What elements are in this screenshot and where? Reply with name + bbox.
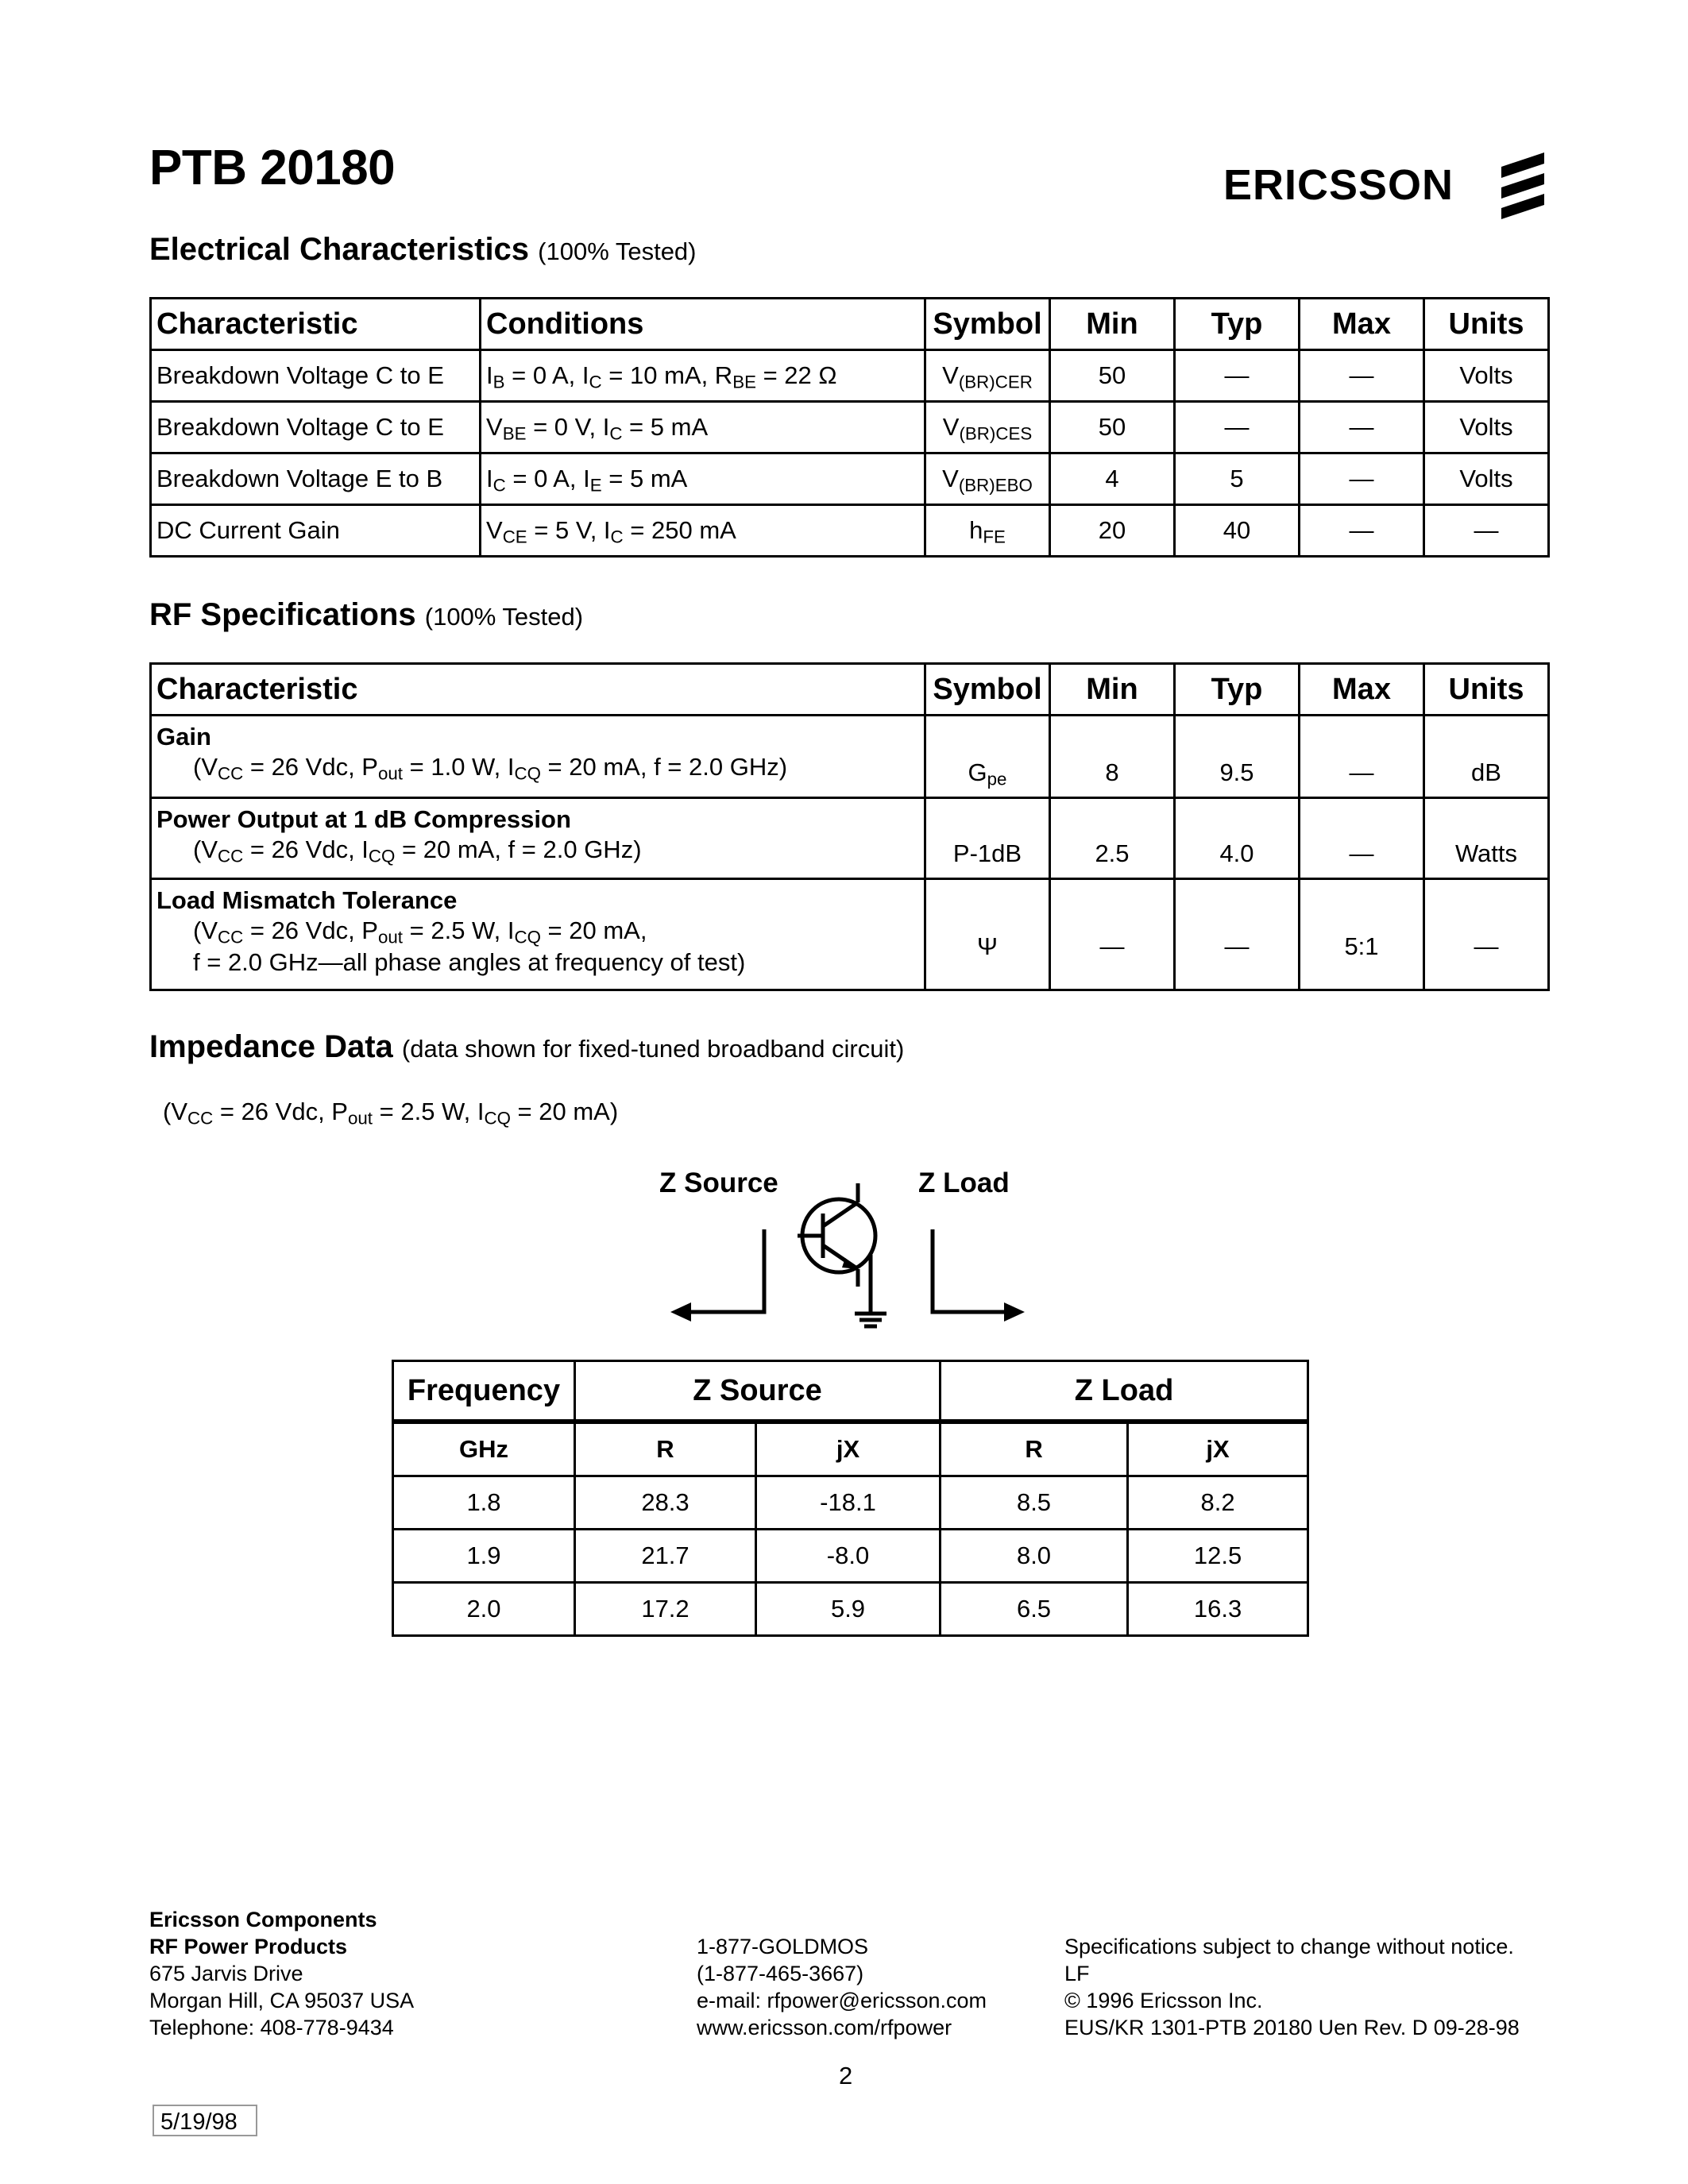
city-address: Morgan Hill, CA 95037 USA [149, 1989, 415, 2012]
max-cell: 5:1 [1300, 879, 1424, 990]
document-number: EUS/KR 1301-PTB 20180 Uen Rev. D 09-28-98 [1064, 2016, 1520, 2039]
z-source-label: Z Source [659, 1167, 778, 1198]
typ-cell: 5 [1175, 453, 1300, 505]
street-address: 675 Jarvis Drive [149, 1962, 303, 1985]
impedance-conditions: ($V_{CC} = 26$ Vdc, $P_{out} = 2.5$ W, $I_{CQ} = 20$ mA) [163, 1098, 619, 1129]
characteristic-cell: DC Current Gain [151, 505, 481, 557]
column-header: Typ [1175, 299, 1300, 350]
conditions-cell: $V_{CE} = 5$ V, $I_C = 250$ mA [481, 505, 925, 557]
impedance-section-title: Impedance Data (data shown for fixed-tuned broadband circuit) [149, 1029, 905, 1064]
column-subheader: jX [756, 1422, 941, 1476]
table-cell: 8.0 [941, 1530, 1128, 1583]
characteristic-cell [151, 798, 925, 879]
division-name: RF Power Products [149, 1935, 348, 1958]
units-cell: Volts [1424, 453, 1549, 505]
symbol-cell: $V_{(BR)CES}$ [925, 402, 1050, 453]
table-row [393, 1583, 1308, 1636]
impedance-table [392, 1360, 1309, 1637]
table-cell: 12.5 [1128, 1530, 1308, 1583]
characteristic-condition: ($V_{CC} = 26$ Vdc, $P_{out} = 2.5$ W, $I_{CQ} = 20$ mA, f = 2.0 GHz—all phase angles at frequency of test) [193, 916, 746, 976]
column-header: Characteristic [151, 299, 481, 350]
table-row [151, 505, 1549, 557]
table-cell: 1.8 [393, 1476, 575, 1530]
table-cell: 5.9 [756, 1583, 941, 1636]
table-row [393, 1476, 1308, 1530]
symbol-cell: Ψ [925, 879, 1050, 990]
table-header-row [151, 299, 1549, 350]
table-cell: 17.2 [575, 1583, 756, 1636]
table-row [151, 350, 1549, 402]
table-cell: 8.5 [941, 1476, 1128, 1530]
code-lf: LF [1064, 1962, 1090, 1985]
rf-specifications-table [149, 662, 1550, 991]
column-subheader: R [941, 1422, 1128, 1476]
typ-cell: 4.0 [1175, 798, 1300, 879]
footer-company-address [149, 1906, 414, 2041]
column-header: Z Load [941, 1361, 1308, 1422]
table-row [393, 1530, 1308, 1583]
table-row [151, 716, 1549, 798]
characteristic-cell: Breakdown Voltage E to B [151, 453, 481, 505]
document-title: PTB 20180 [149, 141, 396, 195]
z-load-label: Z Load [918, 1167, 1010, 1198]
characteristic-name: Load Mismatch Tolerance [156, 886, 458, 914]
disclaimer: Specifications subject to change without notice. [1064, 1935, 1514, 1958]
characteristic-cell [151, 879, 925, 990]
units-cell: Volts [1424, 350, 1549, 402]
min-cell: 2.5 [1050, 798, 1175, 879]
table-row [151, 453, 1549, 505]
column-header: Symbol [925, 664, 1050, 716]
table-row [151, 798, 1549, 879]
column-header: Characteristic [151, 664, 925, 716]
characteristic-cell [151, 716, 925, 798]
telephone: Telephone: 408-778-9434 [149, 2016, 394, 2039]
transistor-symbol-icon [659, 1167, 1041, 1342]
max-cell: — [1300, 505, 1424, 557]
column-header: Max [1300, 299, 1424, 350]
characteristic-condition: ($V_{CC} = 26$ Vdc, $I_{CQ} = 20$ mA, f = 2.0 GHz) [193, 835, 642, 866]
min-cell: 20 [1050, 505, 1175, 557]
table-cell: 16.3 [1128, 1583, 1308, 1636]
rf-section-title: RF Specifications (100% Tested) [149, 597, 584, 632]
column-subheader: jX [1128, 1422, 1308, 1476]
typ-cell: — [1175, 402, 1300, 453]
max-cell: — [1300, 453, 1424, 505]
table-cell: -18.1 [756, 1476, 941, 1530]
units-cell: — [1424, 505, 1549, 557]
table-cell: -8.0 [756, 1530, 941, 1583]
min-cell: 50 [1050, 402, 1175, 453]
characteristic-name: Power Output at 1 dB Compression [156, 805, 571, 833]
website: www.ericsson.com/rfpower [697, 2016, 952, 2039]
symbol-cell: P-1dB [925, 798, 1050, 879]
phone-number: (1-877-465-3667) [697, 1962, 864, 1985]
typ-cell: 9.5 [1175, 716, 1300, 798]
ericsson-logo [1223, 149, 1554, 221]
conditions-cell: $I_C = 0$ A, $I_E = 5$ mA [481, 453, 925, 505]
column-header: Min [1050, 664, 1175, 716]
symbol-cell: $V_{(BR)EBO}$ [925, 453, 1050, 505]
units-cell: Watts [1424, 798, 1549, 879]
column-subheader: GHz [393, 1422, 575, 1476]
symbol-cell: $h_{FE}$ [925, 505, 1050, 557]
max-cell: — [1300, 402, 1424, 453]
table-cell: 2.0 [393, 1583, 575, 1636]
conditions-cell: $V_{BE} = 0$ V, $I_C = 5$ mA [481, 402, 925, 453]
symbol-cell: $V_{(BR)CER}$ [925, 350, 1050, 402]
units-cell: — [1424, 879, 1549, 990]
min-cell: 4 [1050, 453, 1175, 505]
units-cell: dB [1424, 716, 1549, 798]
conditions-cell: $I_B = 0$ A, $I_C = 10$ mA, $R_{BE} = 22$ Ω [481, 350, 925, 402]
table-cell: 6.5 [941, 1583, 1128, 1636]
column-header: Conditions [481, 299, 925, 350]
characteristic-cell: Breakdown Voltage C to E [151, 402, 481, 453]
column-header: Units [1424, 299, 1549, 350]
table-cell: 1.9 [393, 1530, 575, 1583]
table-header-row [151, 664, 1549, 716]
footer-contact [697, 1933, 987, 2041]
footer-legal [1064, 1933, 1520, 2041]
column-subheader: R [575, 1422, 756, 1476]
max-cell: — [1300, 798, 1424, 879]
page-number: 2 [839, 2062, 853, 2089]
phone-mnemonic: 1-877-GOLDMOS [697, 1935, 869, 1958]
column-header: Z Source [575, 1361, 941, 1422]
column-header: Typ [1175, 664, 1300, 716]
table-row [151, 879, 1549, 990]
units-cell: Volts [1424, 402, 1549, 453]
copyright: © 1996 Ericsson Inc. [1064, 1989, 1263, 2012]
electrical-characteristics-table [149, 297, 1550, 558]
typ-cell: 40 [1175, 505, 1300, 557]
symbol-cell: $G_{pe}$ [925, 716, 1050, 798]
characteristic-cell: Breakdown Voltage C to E [151, 350, 481, 402]
ericsson-logo-icon [1495, 149, 1551, 221]
min-cell: 8 [1050, 716, 1175, 798]
max-cell: — [1300, 350, 1424, 402]
column-header: Max [1300, 664, 1424, 716]
characteristic-condition: ($V_{CC} = 26$ Vdc, $P_{out} = 1.0$ W, $I_{CQ} = 20$ mA, f = 2.0 GHz) [193, 753, 788, 784]
column-header: Symbol [925, 299, 1050, 350]
email: e-mail: rfpower@ericsson.com [697, 1989, 987, 2012]
transistor-circuit-diagram [659, 1167, 1041, 1342]
column-header: Min [1050, 299, 1175, 350]
typ-cell: — [1175, 350, 1300, 402]
table-subheader-row [393, 1422, 1308, 1476]
table-cell: 28.3 [575, 1476, 756, 1530]
max-cell: — [1300, 716, 1424, 798]
column-header: Frequency [393, 1361, 575, 1422]
characteristic-name: Gain [156, 723, 211, 751]
table-cell: 8.2 [1128, 1476, 1308, 1530]
typ-cell: — [1175, 879, 1300, 990]
table-cell: 21.7 [575, 1530, 756, 1583]
min-cell: — [1050, 879, 1175, 990]
date-stamp: 5/19/98 [153, 2105, 257, 2136]
column-header: Units [1424, 664, 1549, 716]
table-row [151, 402, 1549, 453]
min-cell: 50 [1050, 350, 1175, 402]
company-name: Ericsson Components [149, 1908, 377, 1931]
table-header-row [393, 1361, 1308, 1422]
brand-wordmark: ERICSSON [1223, 161, 1454, 209]
electrical-section-title: Electrical Characteristics (100% Tested) [149, 232, 697, 267]
